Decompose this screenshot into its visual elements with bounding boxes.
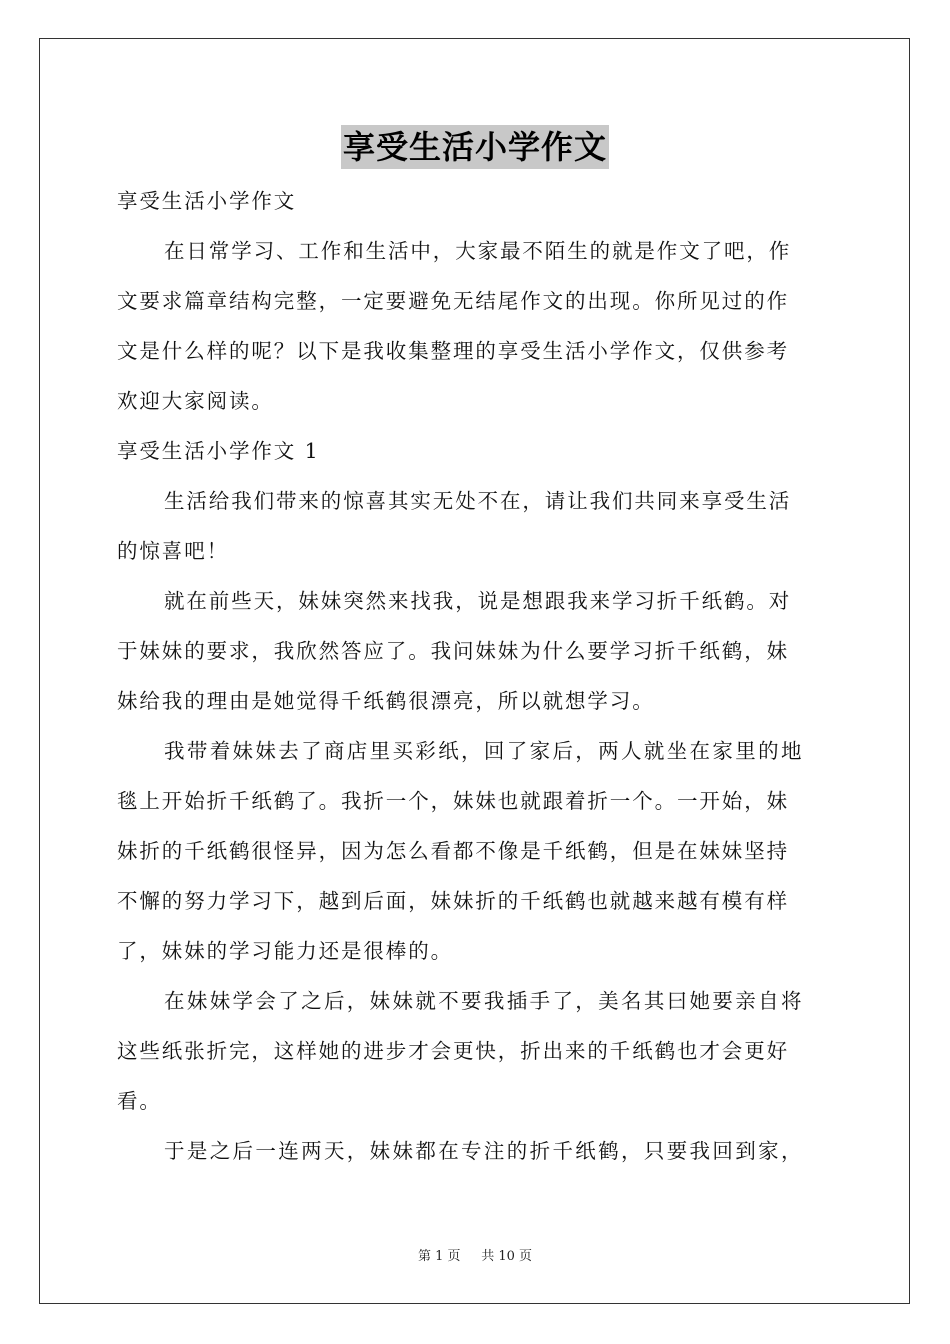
text-line: 在妹妹学会了之后，妹妹就不要我插手了，美名其曰她要亲自将 (164, 989, 804, 1013)
text-line: 享受生活小学作文 1 (117, 439, 320, 463)
title-container (0, 125, 950, 169)
text-line: 看。 (117, 1089, 162, 1113)
text-line: 于是之后一连两天，妹妹都在专注的折千纸鹤，只要我回到家， (164, 1139, 804, 1163)
text-line: 我带着妹妹去了商店里买彩纸，回了家后，两人就坐在家里的地 (164, 739, 804, 763)
text-line: 妹给我的理由是她觉得千纸鹤很漂亮，所以就想学习。 (117, 689, 655, 713)
text-line: 文是什么样的呢？以下是我收集整理的享受生活小学作文，仅供参考 (117, 339, 789, 363)
text-line: 就在前些天，妹妹突然来找我，说是想跟我来学习折千纸鹤。对 (164, 589, 792, 613)
text-line: 在日常学习、工作和生活中，大家最不陌生的就是作文了吧，作 (164, 239, 792, 263)
text-line: 不懈的努力学习下，越到后面，妹妹折的千纸鹤也就越来越有模有样 (117, 889, 789, 913)
text-line: 于妹妹的要求，我欣然答应了。我问妹妹为什么要学习折千纸鹤，妹 (117, 639, 789, 663)
text-line: 生活给我们带来的惊喜其实无处不在，请让我们共同来享受生活 (164, 489, 792, 513)
text-line: 毯上开始折千纸鹤了。我折一个，妹妹也就跟着折一个。一开始，妹 (117, 789, 789, 813)
text-line: 文要求篇章结构完整，一定要避免无结尾作文的出现。你所见过的作 (117, 289, 789, 313)
text-line: 欢迎大家阅读。 (117, 389, 274, 413)
text-line: 享受生活小学作文 (117, 189, 297, 213)
document-title: 享受生活小学作文 (341, 125, 609, 169)
footer-gap (465, 1249, 477, 1264)
text-line: 妹折的千纸鹤很怪异，因为怎么看都不像是千纸鹤，但是在妹妹坚持 (117, 839, 789, 863)
document-body (117, 176, 833, 1176)
page-total: 共 10 页 (481, 1249, 533, 1264)
page-number: 第 1 页 (417, 1249, 461, 1264)
text-line: 了，妹妹的学习能力还是很棒的。 (117, 939, 453, 963)
text-line: 这些纸张折完，这样她的进步才会更快，折出来的千纸鹤也才会更好 (117, 1039, 789, 1063)
page-footer (0, 1247, 950, 1267)
text-line: 的惊喜吧！ (117, 539, 229, 563)
